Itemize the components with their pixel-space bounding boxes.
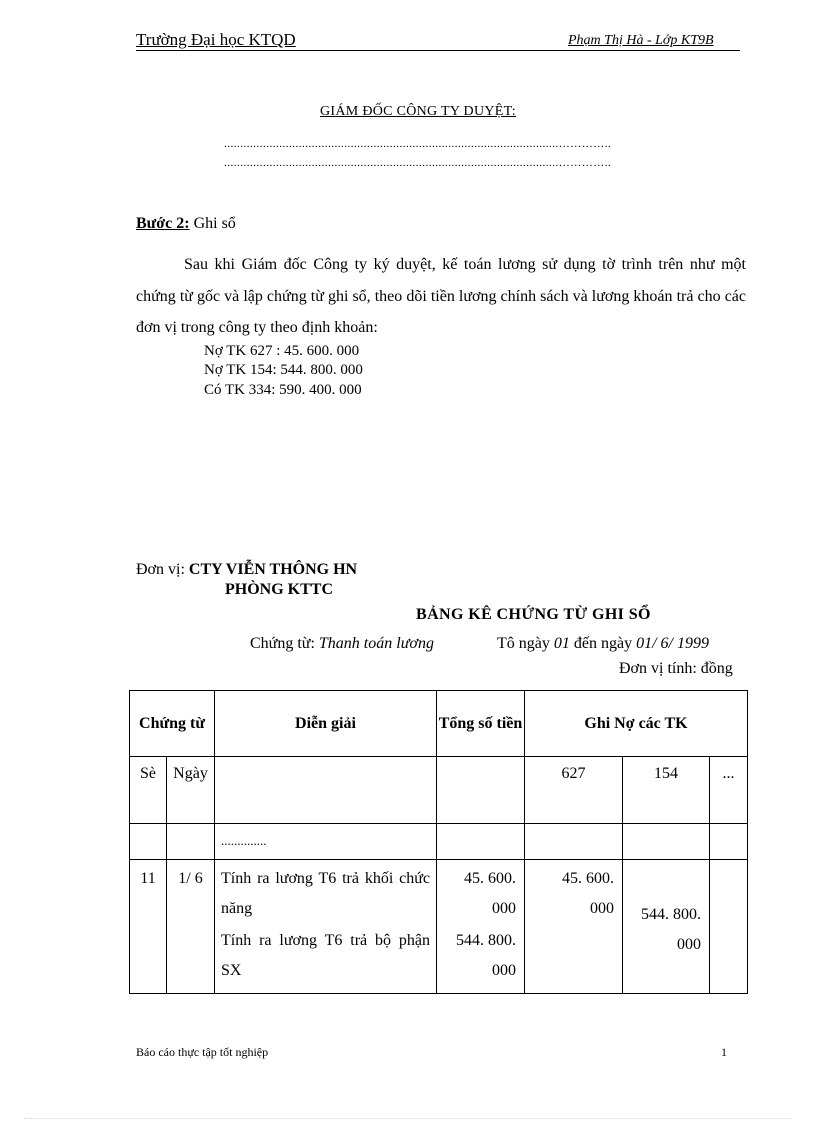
subheader-empty-desc — [215, 757, 437, 824]
table-row-ellipsis — [130, 824, 748, 860]
company-name: CTY VIỄN THÔNG HN — [188, 561, 358, 578]
approval-dots-1: .......................................................................................................………….. — [224, 138, 612, 150]
total-1: 45. 600. 000 — [464, 870, 516, 917]
report-title: BẢNG KÊ CHỨNG TỪ GHI SỔ — [416, 606, 651, 623]
header-voucher: Chứng từ — [130, 691, 215, 757]
step-text: Ghi sổ — [189, 215, 236, 232]
entry-credit-334: Có TK 334: 590. 400. 000 — [204, 382, 362, 398]
description-line-1: Tính ra lương T6 trả khối chức năng — [221, 870, 430, 917]
row-total — [437, 860, 525, 994]
department — [225, 581, 333, 599]
subheader-acc-154: 154 — [623, 757, 710, 824]
description-line-2: Tính ra lương T6 trả bộ phận SX — [221, 932, 430, 979]
cell — [437, 824, 525, 860]
page-edge — [24, 1118, 792, 1119]
table-subheader-row — [130, 757, 748, 824]
entry-debit-154: Nợ TK 154: 544. 800. 000 — [204, 362, 363, 378]
acc-154-value: 544. 800. 000 — [641, 906, 701, 953]
row-acc-other — [710, 860, 748, 994]
row-description — [215, 860, 437, 994]
entry-debit-627: Nợ TK 627 : 45. 600. 000 — [204, 343, 360, 359]
cell — [623, 824, 710, 860]
paragraph-text: Sau khi Giám đốc Công ty ký duyệt, kế toán lương sử dụng tờ trình trên như một chứng từ gốc và lập chứng từ ghi sổ, theo dõi tiền lương chính sách và lương khoán trả cho các đơn vị trong công ty theo định khoản: — [136, 256, 746, 336]
ellipsis-cell: .............. — [215, 824, 437, 860]
date-prefix: Tô ngày — [497, 635, 554, 652]
row-acc-627 — [525, 860, 623, 994]
row-number: 11 — [130, 860, 167, 994]
table-row — [130, 860, 748, 994]
subheader-acc-other: ... — [710, 757, 748, 824]
approval-title: GIÁM ĐỐC CÔNG TY DUYỆT: — [320, 104, 516, 119]
date-from: 01 — [553, 635, 570, 652]
date-to: 01/ 6/ 1999 — [636, 635, 709, 652]
author-info: Phạm Thị Hà - Lớp KT9B — [568, 33, 714, 48]
cell — [525, 824, 623, 860]
header-debit-accounts: Ghi Nợ các TK — [525, 691, 748, 757]
voucher-line — [250, 635, 434, 653]
subheader-date: Ngày — [167, 757, 215, 824]
acc-627-value: 45. 600. 000 — [562, 870, 614, 917]
unit-line — [136, 561, 357, 579]
cell — [167, 824, 215, 860]
subheader-empty-total — [437, 757, 525, 824]
approval-dots-2: .......................................................................................................………….. — [224, 157, 612, 169]
footer-report-name: Báo cáo thực tập tốt nghiệp — [136, 1045, 269, 1059]
cell — [130, 824, 167, 860]
total-2: 544. 800. 000 — [456, 932, 516, 979]
row-date: 1/ 6 — [167, 860, 215, 994]
date-range — [497, 635, 709, 653]
page-number: 1 — [721, 1045, 727, 1059]
step-label: Bước 2: — [136, 215, 190, 232]
subheader-number: Sè — [130, 757, 167, 824]
voucher-table — [129, 690, 748, 994]
table-header-row — [130, 691, 748, 757]
date-mid: đến ngày — [569, 635, 637, 652]
currency-unit: Đơn vị tính: đồng — [619, 660, 733, 677]
cell — [710, 824, 748, 860]
step-heading — [136, 215, 236, 233]
department-name: PHÒNG KTTC — [225, 581, 334, 598]
row-acc-154 — [623, 860, 710, 994]
header-rule — [136, 50, 740, 51]
voucher-label: Chứng từ: — [250, 635, 319, 652]
school-name: Trường Đại học KTQD — [136, 30, 296, 49]
voucher-value: Thanh toán lương — [318, 635, 434, 652]
body-paragraph — [136, 249, 746, 344]
header-total: Tổng số tiền — [437, 691, 525, 757]
header-description: Diễn giải — [215, 691, 437, 757]
subheader-acc-627: 627 — [525, 757, 623, 824]
unit-label: Đơn vị: — [136, 561, 189, 578]
